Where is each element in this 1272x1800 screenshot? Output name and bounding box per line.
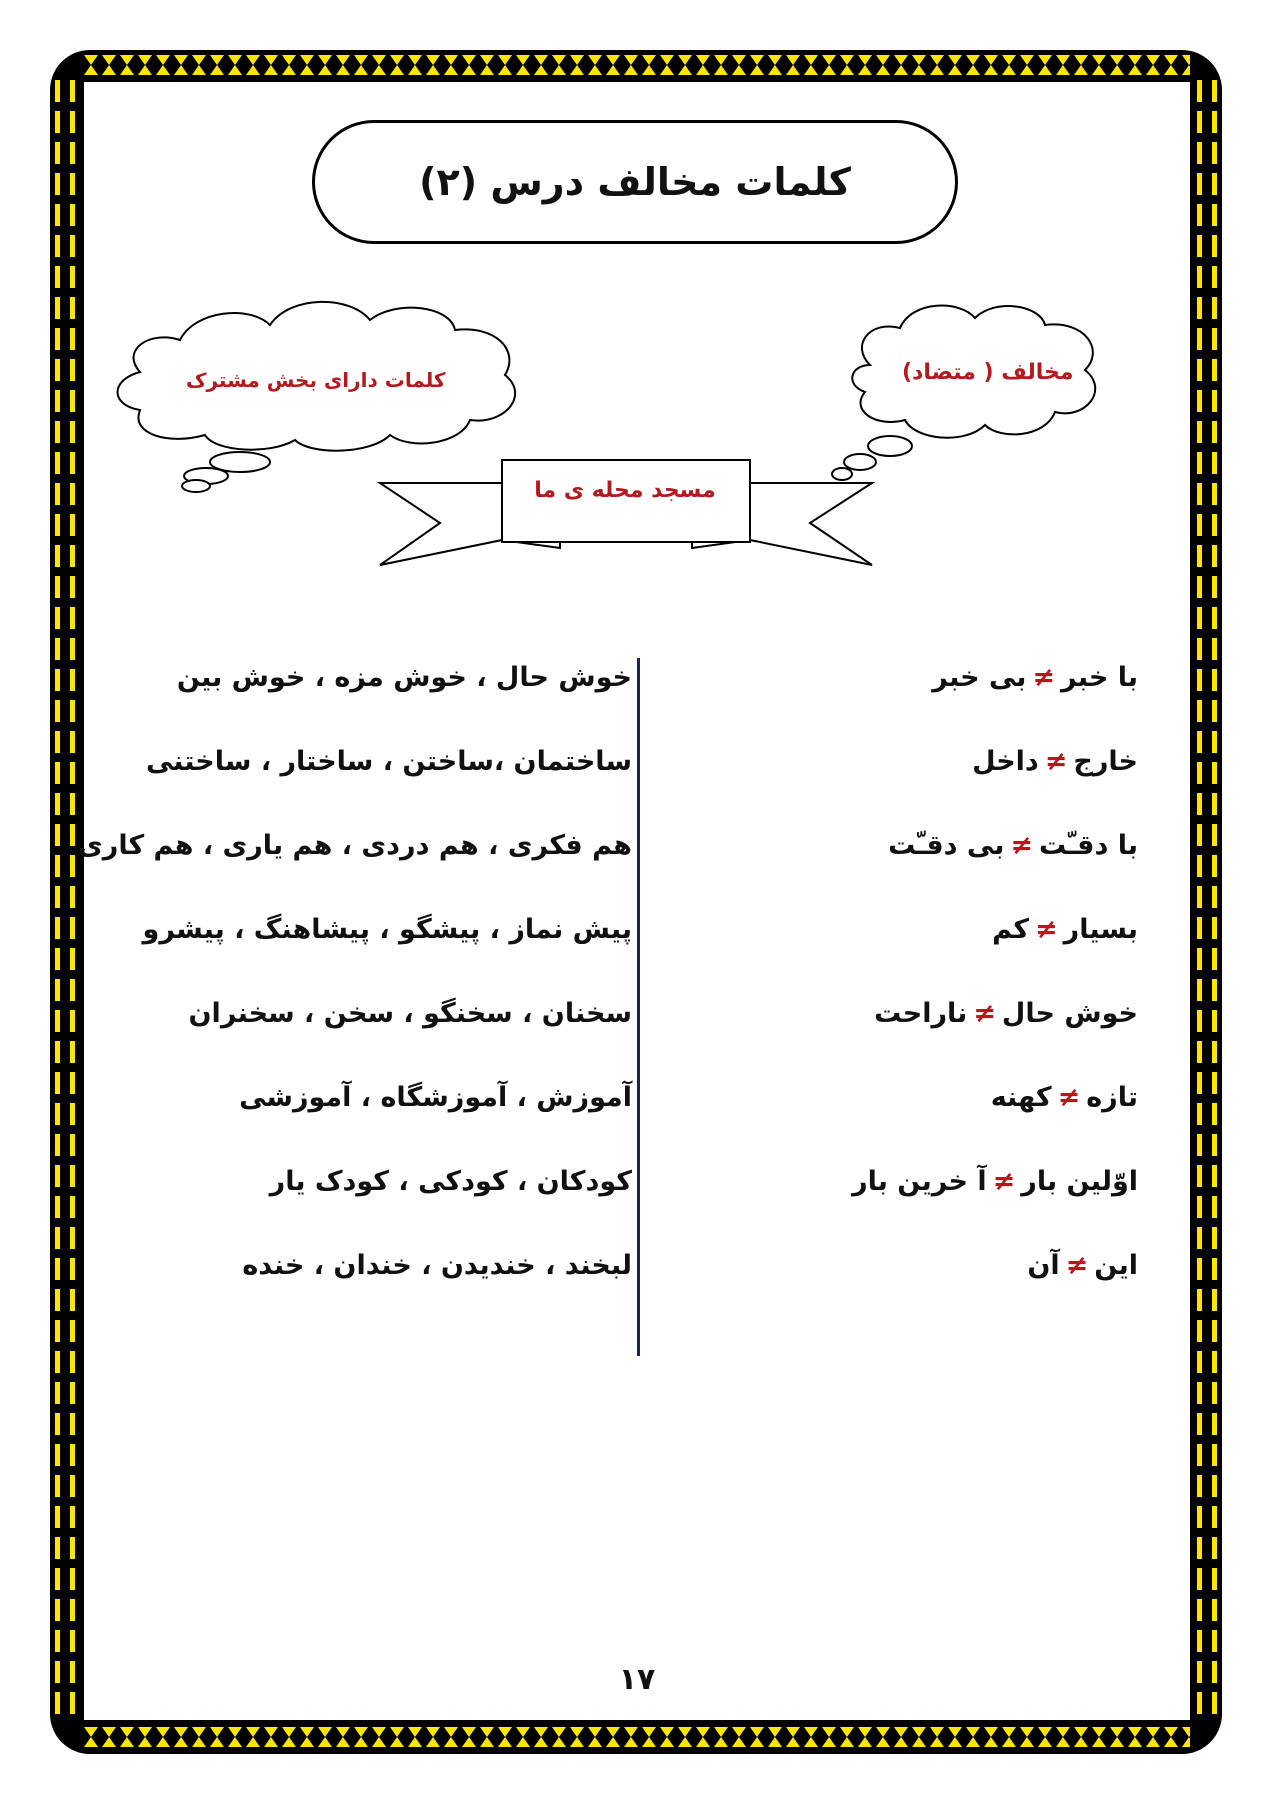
column-divider bbox=[637, 658, 640, 1356]
shared-row: هم فکری ، هم دردی ، هم یاری ، هم کاری bbox=[78, 830, 632, 861]
cloud-left-label: کلمات دارای بخش مشترک bbox=[186, 368, 446, 392]
topic-diagram bbox=[0, 0, 1272, 620]
shared-row: کودکان ، کودکی ، کودک یار bbox=[269, 1166, 632, 1197]
opposite-row: خارج≠داخل bbox=[972, 746, 1138, 777]
shared-row: خوش حال ، خوش مزه ، خوش بین bbox=[176, 662, 632, 693]
cloud-right-label: مخالف ( متضاد) bbox=[902, 360, 1074, 385]
shared-row: لبخند ، خندیدن ، خندان ، خنده bbox=[242, 1250, 632, 1281]
not-equal-icon: ≠ bbox=[973, 998, 996, 1029]
shared-words-list bbox=[78, 654, 632, 1326]
opposite-row: اوّلین بار≠آ خرین بار bbox=[852, 1166, 1138, 1197]
opposite-row: با خبر≠بی خبر bbox=[932, 662, 1138, 693]
not-equal-icon: ≠ bbox=[992, 1166, 1016, 1197]
ribbon-label: مسجد محله ی ما bbox=[534, 478, 716, 503]
bottom-border bbox=[82, 1724, 1190, 1750]
shared-row: ساختمان ،ساختن ، ساختار ، ساختنی bbox=[145, 746, 632, 777]
page-title: کلمات مخالف درس (۲) bbox=[312, 120, 958, 244]
shared-row: پیش نماز ، پیشگو ، پیشاهنگ ، پیشرو bbox=[142, 914, 632, 945]
opposite-row: تازه≠کهنه bbox=[990, 1082, 1138, 1113]
not-equal-icon: ≠ bbox=[1032, 662, 1056, 693]
opposite-row: بسیار≠کم bbox=[992, 914, 1138, 945]
cloud-right-shape bbox=[832, 306, 1095, 480]
opposite-row: خوش حال≠ناراحت bbox=[874, 998, 1138, 1029]
shared-row: سخنان ، سخنگو ، سخن ، سخنران bbox=[188, 998, 632, 1029]
shared-row: آموزش ، آموزشگاه ، آموزشی bbox=[239, 1082, 632, 1113]
not-equal-icon: ≠ bbox=[1065, 1250, 1089, 1281]
not-equal-icon: ≠ bbox=[1057, 1082, 1081, 1113]
opposite-row: این≠آن bbox=[1027, 1250, 1138, 1281]
opposite-row: با دقـّت≠بی دقـّت bbox=[888, 830, 1138, 861]
cloud-left-shape bbox=[118, 302, 516, 492]
not-equal-icon: ≠ bbox=[1044, 746, 1068, 777]
opposites-list bbox=[758, 654, 1138, 1326]
not-equal-icon: ≠ bbox=[1035, 914, 1058, 945]
page-number: ۱۷ bbox=[618, 1662, 656, 1697]
ribbon-shape bbox=[380, 460, 872, 565]
not-equal-icon: ≠ bbox=[1010, 830, 1033, 861]
